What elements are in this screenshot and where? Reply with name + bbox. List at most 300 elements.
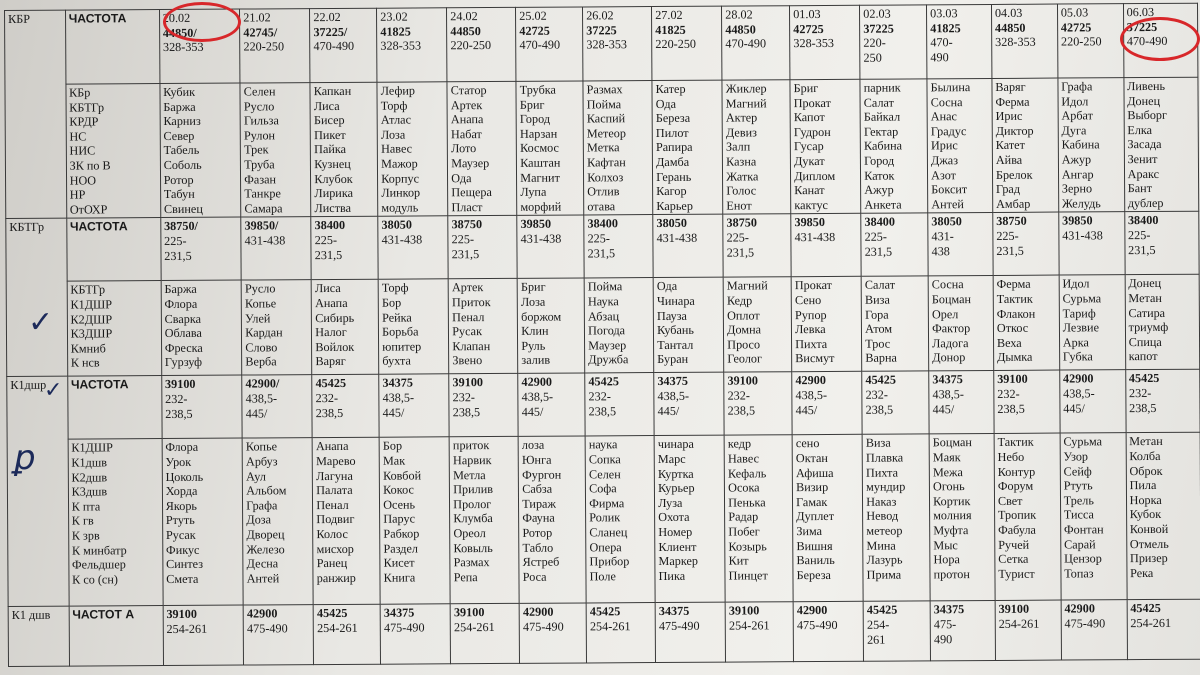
callsign-word: Сурьма — [1063, 434, 1103, 449]
freq-range: 431-438 — [244, 233, 286, 248]
callsign-word: Пойма — [586, 96, 622, 112]
callsign-word: Анапа — [450, 112, 484, 127]
freq-range: 328-353 — [380, 38, 422, 53]
callsign-word: Левка — [795, 322, 826, 337]
freq-number: 42900 — [521, 375, 553, 390]
freq-number: 37225 — [586, 22, 617, 38]
freq-number: 39100 — [727, 373, 758, 388]
callsign-word: Плавка — [865, 450, 904, 465]
freq-number: 39850 — [520, 217, 552, 232]
callsign-word: Клубок — [314, 171, 353, 186]
callsign-word: Муфта — [933, 523, 969, 538]
callsign-word: Выборг — [1127, 108, 1168, 123]
freq-value — [590, 604, 652, 619]
callsign-word: Гурзуф — [164, 355, 203, 370]
callsign-word: Пенька — [728, 495, 766, 510]
schedule-table — [4, 3, 1200, 668]
freq-range: 475-490 — [522, 619, 564, 634]
callsign-word: Рейка — [382, 310, 412, 325]
callsign-word: Лупа — [520, 184, 547, 200]
callsign-word: Залп — [725, 139, 751, 154]
callsign-word: Артек — [450, 97, 483, 112]
callsign-word: Город — [519, 111, 551, 127]
callsign-word: Палата — [316, 483, 353, 498]
callsign-word: Октан — [795, 450, 828, 466]
callsign-word: Селен — [588, 466, 621, 481]
callsign-word: метеор — [866, 523, 903, 538]
freq-range: 328-353 — [586, 37, 628, 52]
callsign-word: Арбуз — [245, 454, 278, 469]
callsign-word: сено — [795, 436, 820, 451]
callsign-cell — [448, 279, 518, 374]
callsign-word: Фонтан — [1063, 522, 1104, 537]
callsign-word: Тираж — [522, 496, 556, 511]
date-header: 02.03 — [863, 6, 891, 21]
callsign-word: Отлив — [587, 184, 620, 199]
callsign-word: Табло — [522, 540, 554, 555]
callsign-word: Пенал — [452, 309, 485, 324]
freq-range: 220- — [863, 35, 886, 50]
callsign-word: Сибирь — [315, 310, 355, 325]
freq-number: 45425 — [865, 372, 896, 388]
callsign-word: Анапа — [315, 439, 349, 454]
date-header: 23.02 — [380, 9, 408, 24]
freq-value — [164, 219, 238, 234]
sublabel: К2ДШР — [70, 311, 113, 327]
callsign-word: Турист — [998, 566, 1035, 581]
freq-value — [586, 23, 648, 38]
freq-value — [384, 606, 447, 621]
section-name: К1 дшв — [8, 606, 69, 666]
callsign-word: Ртуть — [1063, 478, 1093, 493]
callsign-word: Магнит — [520, 170, 560, 185]
freq-range: 238,5 — [452, 404, 481, 419]
callsign-word: Былина — [930, 80, 971, 95]
freq-cell — [1127, 600, 1200, 660]
callsign-cell — [1058, 78, 1125, 213]
sublabel: НР — [69, 187, 86, 202]
callsign-cell — [310, 82, 378, 217]
freq-value — [587, 216, 649, 231]
sublabel-list — [66, 84, 161, 219]
callsign-word: Линкор — [381, 185, 421, 200]
callsign-word: Кардан — [245, 325, 283, 340]
callsign-word: Космос — [520, 140, 559, 156]
section-callsign-row — [5, 77, 1199, 219]
freq-range: 490 — [930, 50, 949, 65]
callsign-word: Звено — [452, 353, 483, 368]
freq-range: 225- — [996, 228, 1019, 243]
freq-range: 438,5- — [1063, 386, 1095, 401]
freq-value — [316, 376, 376, 391]
callsign-word: Идол — [1061, 93, 1089, 109]
freq-range: 232- — [452, 390, 475, 405]
freq-number: 41825 — [655, 22, 686, 37]
callsign-word: Ода — [451, 170, 472, 185]
callsign-word: Охота — [658, 510, 690, 525]
callsign-word: Магний — [725, 95, 767, 111]
callsign-word: Пауза — [656, 308, 687, 323]
callsign-cell — [585, 436, 655, 603]
callsign-word: Ролик — [589, 510, 621, 525]
callsign-word: Береза — [655, 110, 691, 126]
callsign-word: боржом — [521, 309, 562, 324]
callsign-word: Город — [864, 153, 895, 168]
freq-value — [165, 377, 239, 392]
callsign-word: Лефир — [380, 83, 415, 98]
freq-range: 254-261 — [166, 621, 208, 636]
callsign-word: Айва — [995, 152, 1023, 167]
callsign-cell — [862, 434, 930, 601]
callsign-cell — [241, 280, 312, 375]
freq-cell — [313, 605, 380, 665]
callsign-word: Ладога — [932, 335, 969, 351]
sublabel: ОтОХР — [69, 202, 108, 217]
callsign-word: молния — [933, 508, 972, 523]
freq-value — [655, 22, 718, 37]
callsign-word: Боцман — [932, 435, 972, 450]
freq-number: 42725 — [1060, 19, 1092, 35]
freq-cell — [724, 372, 792, 435]
callsign-word: Осока — [728, 480, 760, 495]
callsign-word: отава — [587, 199, 616, 214]
callsign-word: Лоза — [520, 294, 546, 309]
callsign-word: Нарзан — [519, 126, 558, 141]
callsign-word: Салат — [863, 95, 894, 110]
freq-number: 38050 — [656, 216, 687, 231]
section-name: КБР — [5, 10, 67, 219]
freq-range: 225- — [451, 232, 475, 247]
freq-range: 328-353 — [995, 34, 1036, 50]
freq-range: 254-261 — [317, 620, 358, 636]
callsign-word: Карьер — [656, 198, 693, 213]
callsign-word: Метеор — [586, 125, 626, 141]
freq-number: 45425 — [588, 374, 619, 389]
sublabel: Фельдшер — [71, 557, 126, 572]
sublabel: К1дшв — [71, 455, 108, 470]
callsign-word: Тисса — [1063, 507, 1094, 522]
callsign-word: Синтез — [166, 556, 204, 572]
callsign-cell — [311, 280, 378, 375]
callsign-cell — [379, 437, 450, 604]
callsign-word: Метан — [1128, 290, 1162, 306]
callsign-word: Висмут — [795, 351, 835, 366]
callsign-word: Роса — [522, 569, 547, 584]
freq-cell — [654, 372, 724, 435]
callsign-word: Градус — [930, 123, 967, 139]
freq-value — [794, 215, 857, 230]
callsign-word: Наказ — [866, 494, 897, 509]
callsign-word: Ода — [656, 279, 678, 294]
callsign-word: Лирика — [314, 186, 354, 201]
freq-range: 238,5 — [165, 406, 193, 421]
callsign-word: Мыс — [933, 537, 958, 552]
freq-number: 44850 — [994, 20, 1026, 35]
callsign-word: Осень — [383, 497, 416, 512]
callsign-word: Откос — [996, 320, 1029, 336]
freq-range: 232- — [1128, 385, 1152, 401]
callsign-word: Колос — [316, 526, 348, 542]
callsign-word: Сейф — [1063, 463, 1092, 479]
freq-range: 232- — [997, 386, 1020, 401]
callsign-word: Нарвик — [452, 452, 492, 468]
section-name: К1дшр — [7, 376, 69, 606]
callsign-word: Книга — [383, 570, 416, 585]
callsign-word: Кабина — [1061, 137, 1100, 152]
sublabel: НОО — [69, 173, 97, 188]
sublabel: К со (сн) — [72, 572, 118, 587]
freq-cell — [1125, 370, 1200, 433]
freq-range: 445/ — [1063, 400, 1085, 416]
freq-cell — [790, 5, 860, 79]
freq-number: 38400 — [864, 214, 896, 230]
callsign-word: морфий — [520, 199, 562, 214]
callsign-word: Ангар — [1061, 166, 1094, 182]
callsign-cell — [790, 79, 861, 214]
date-header: 04.03 — [994, 5, 1023, 20]
callsign-word: Капкан — [313, 83, 352, 99]
freq-cell — [791, 214, 861, 277]
callsign-word: Радар — [728, 509, 759, 524]
callsign-cell — [861, 276, 928, 371]
callsign-word: Трек — [244, 142, 269, 157]
callsign-word: Веха — [996, 335, 1022, 350]
sublabel: К3ДШР — [70, 326, 113, 341]
freq-range: 490 — [933, 631, 953, 646]
callsign-word: Прилив — [453, 482, 493, 497]
callsign-word: Аул — [246, 468, 266, 484]
freq-number: 39100 — [997, 372, 1028, 387]
sublabel: К2дшв — [71, 469, 108, 485]
callsign-word: Межа — [932, 464, 963, 479]
callsign-word: Кубань — [657, 322, 694, 338]
callsign-word: Ротор — [163, 172, 194, 187]
callsign-word: Арбат — [1061, 108, 1094, 123]
freq-range: 254-261 — [998, 616, 1040, 631]
callsign-word: Размах — [453, 555, 490, 570]
freq-range: 431-438 — [1062, 228, 1103, 243]
callsign-word: Пихта — [865, 465, 899, 480]
callsign-word: Ирис — [930, 138, 958, 153]
callsign-word: Домна — [727, 322, 762, 337]
freq-cell — [723, 214, 791, 277]
freq-value — [1128, 213, 1195, 228]
callsign-cell — [928, 276, 993, 371]
callsign-word: Топаз — [1064, 566, 1094, 581]
callsign-word: Афиша — [795, 465, 834, 480]
callsign-cell — [992, 78, 1059, 213]
callsign-word: Кефаль — [727, 465, 767, 481]
callsign-word: Ореол — [453, 525, 486, 541]
freq-value — [452, 375, 514, 390]
callsign-word: Альбом — [246, 483, 287, 498]
freq-value — [797, 603, 860, 618]
freq-range: 220-250 — [450, 38, 492, 53]
callsign-word: Подвиг — [316, 512, 355, 527]
callsign-word: Марево — [315, 453, 356, 469]
callsign-word: парник — [863, 80, 901, 95]
callsign-word: Бисер — [313, 113, 345, 128]
freq-range: 475-490 — [383, 620, 425, 635]
callsign-word: Донец — [1128, 276, 1162, 291]
callsign-word: Прокат — [794, 278, 833, 293]
freq-range: 231,5 — [451, 246, 480, 261]
callsign-word: Тропик — [997, 508, 1037, 523]
freq-value — [452, 217, 514, 232]
callsign-word: Сабза — [522, 481, 553, 496]
freq-number: 42725 — [793, 21, 824, 36]
freq-value — [380, 24, 443, 39]
callsign-word: Маузер — [588, 337, 627, 353]
callsign-word: Урок — [165, 454, 192, 469]
freq-range: 238,5 — [727, 402, 756, 418]
callsign-word: Лото — [451, 141, 477, 156]
freq-number: 45425 — [866, 602, 898, 618]
freq-number: 38050 — [931, 214, 962, 229]
callsign-cell — [162, 438, 244, 605]
callsign-word: бухта — [382, 353, 411, 369]
freq-cell — [517, 215, 584, 278]
freq-range: 231,5 — [164, 248, 192, 263]
freq-range: 431- — [931, 229, 954, 244]
freq-number: 39100 — [998, 602, 1030, 617]
freq-number: 45425 — [589, 604, 621, 619]
callsign-word: Береза — [796, 567, 831, 582]
callsign-word: Оплот — [727, 307, 760, 323]
callsign-word: Бриг — [519, 97, 545, 112]
callsign-word: Узор — [1063, 449, 1089, 464]
freq-value — [523, 605, 583, 620]
callsign-word: Маркер — [658, 553, 699, 569]
sublabel: К нсв — [70, 355, 100, 370]
freq-value — [243, 25, 306, 40]
callsign-cell — [449, 437, 519, 604]
freq-number: 38400 — [314, 218, 346, 233]
callsign-word: Ферма — [995, 94, 1030, 109]
sublabel: К зрв — [71, 528, 100, 543]
freq-range: 225- — [314, 232, 338, 248]
callsign-word: Амбар — [996, 196, 1031, 211]
callsign-word: Пихта — [795, 336, 828, 351]
freq-range: 470-490 — [519, 37, 561, 53]
freq-range: 445/ — [932, 401, 955, 416]
freq-value — [932, 372, 990, 387]
freq-number: 38750/ — [164, 219, 198, 234]
callsign-word: Свет — [997, 493, 1023, 508]
freq-cell — [1124, 212, 1199, 275]
callsign-word: Рупор — [794, 307, 827, 322]
callsign-word: Антей — [246, 571, 280, 586]
callsign-word: Просо — [727, 337, 761, 352]
freq-value — [997, 372, 1056, 387]
callsign-word: Дукат — [794, 153, 825, 169]
callsign-word: Невод — [866, 508, 899, 524]
callsign-word: Сосна — [930, 94, 963, 109]
sublabel: К гв — [71, 513, 94, 528]
callsign-word: Баржа — [163, 99, 196, 114]
freq-range: 438,5- — [245, 391, 278, 406]
freq-range: 328-353 — [162, 39, 204, 55]
callsign-word: Свинец — [163, 201, 203, 216]
callsign-word: Атом — [865, 321, 893, 336]
freq-range: 470- — [930, 35, 953, 50]
callsign-word: Юнга — [521, 452, 552, 467]
freq-range: 238,5 — [997, 401, 1025, 416]
callsign-word: Клапан — [452, 338, 491, 353]
callsign-word: Маузер — [451, 156, 490, 171]
callsign-word: Ирис — [995, 108, 1023, 124]
sublabel: КБр — [69, 85, 91, 100]
callsign-word: Пенал — [316, 497, 349, 512]
callsign-word: Метка — [586, 140, 620, 155]
freq-number: 37225 — [863, 21, 894, 36]
freq-range: 231,5 — [726, 244, 755, 260]
freq-value — [521, 375, 581, 390]
callsign-word: Цоколь — [165, 469, 204, 484]
freq-number: 45425 — [1128, 371, 1160, 386]
freq-cell — [163, 605, 244, 665]
freq-value — [521, 217, 581, 232]
sublabel: КРДР — [69, 114, 99, 129]
sublabel: КБТГр — [70, 282, 106, 297]
callsign-word: Жатка — [726, 168, 759, 184]
callsign-word: Визир — [796, 480, 829, 495]
freq-number: 38400 — [587, 216, 618, 231]
callsign-word: Пещера — [451, 185, 492, 200]
callsign-word: Слово — [245, 340, 278, 355]
freq-cell — [930, 601, 995, 661]
callsign-cell — [377, 82, 448, 217]
callsign-word: Диктор — [995, 123, 1034, 138]
callsign-word: Ковбой — [382, 467, 422, 483]
freq-cell — [995, 600, 1061, 660]
freq-cell — [242, 375, 312, 438]
callsign-word: лоза — [521, 438, 545, 453]
freq-number: 44850 — [725, 22, 756, 37]
freq-range: 231,5 — [996, 243, 1024, 258]
callsign-word: Кедр — [726, 293, 753, 308]
freq-cell — [518, 373, 585, 436]
callsign-word: Орел — [931, 306, 959, 321]
callsign-word: Елка — [1127, 122, 1153, 137]
callsign-word: Русло — [243, 98, 275, 114]
callsign-word: Сопка — [588, 452, 621, 467]
callsign-word: Метла — [453, 467, 486, 482]
callsign-word: Труба — [244, 157, 275, 172]
callsign-word: Копье — [245, 439, 278, 454]
callsign-word: Ковыль — [453, 540, 493, 555]
callsign-word: Ферма — [996, 277, 1031, 292]
callsign-word: Зима — [796, 523, 823, 539]
callsign-cell — [312, 438, 380, 605]
date-header: 03.03 — [930, 6, 958, 21]
callsign-word: Ливень — [1127, 78, 1166, 94]
callsign-word: Клумба — [453, 511, 493, 526]
callsign-word: Ручей — [998, 537, 1030, 552]
freq-number: 34375 — [658, 604, 690, 619]
callsign-word: Абзац — [587, 308, 620, 323]
callsign-cell — [518, 436, 586, 603]
freq-range: 231,5 — [314, 247, 343, 262]
freq-number: 42900 — [246, 606, 278, 621]
callsign-word: Приток — [451, 294, 491, 310]
callsign-word: Дружба — [588, 352, 629, 367]
callsign-word: Трубка — [519, 82, 556, 97]
callsign-word: Фургон — [522, 467, 562, 482]
callsign-word: Ротор — [522, 525, 553, 540]
callsign-word: Диплом — [794, 168, 836, 183]
section-callsign-row — [6, 275, 1200, 377]
